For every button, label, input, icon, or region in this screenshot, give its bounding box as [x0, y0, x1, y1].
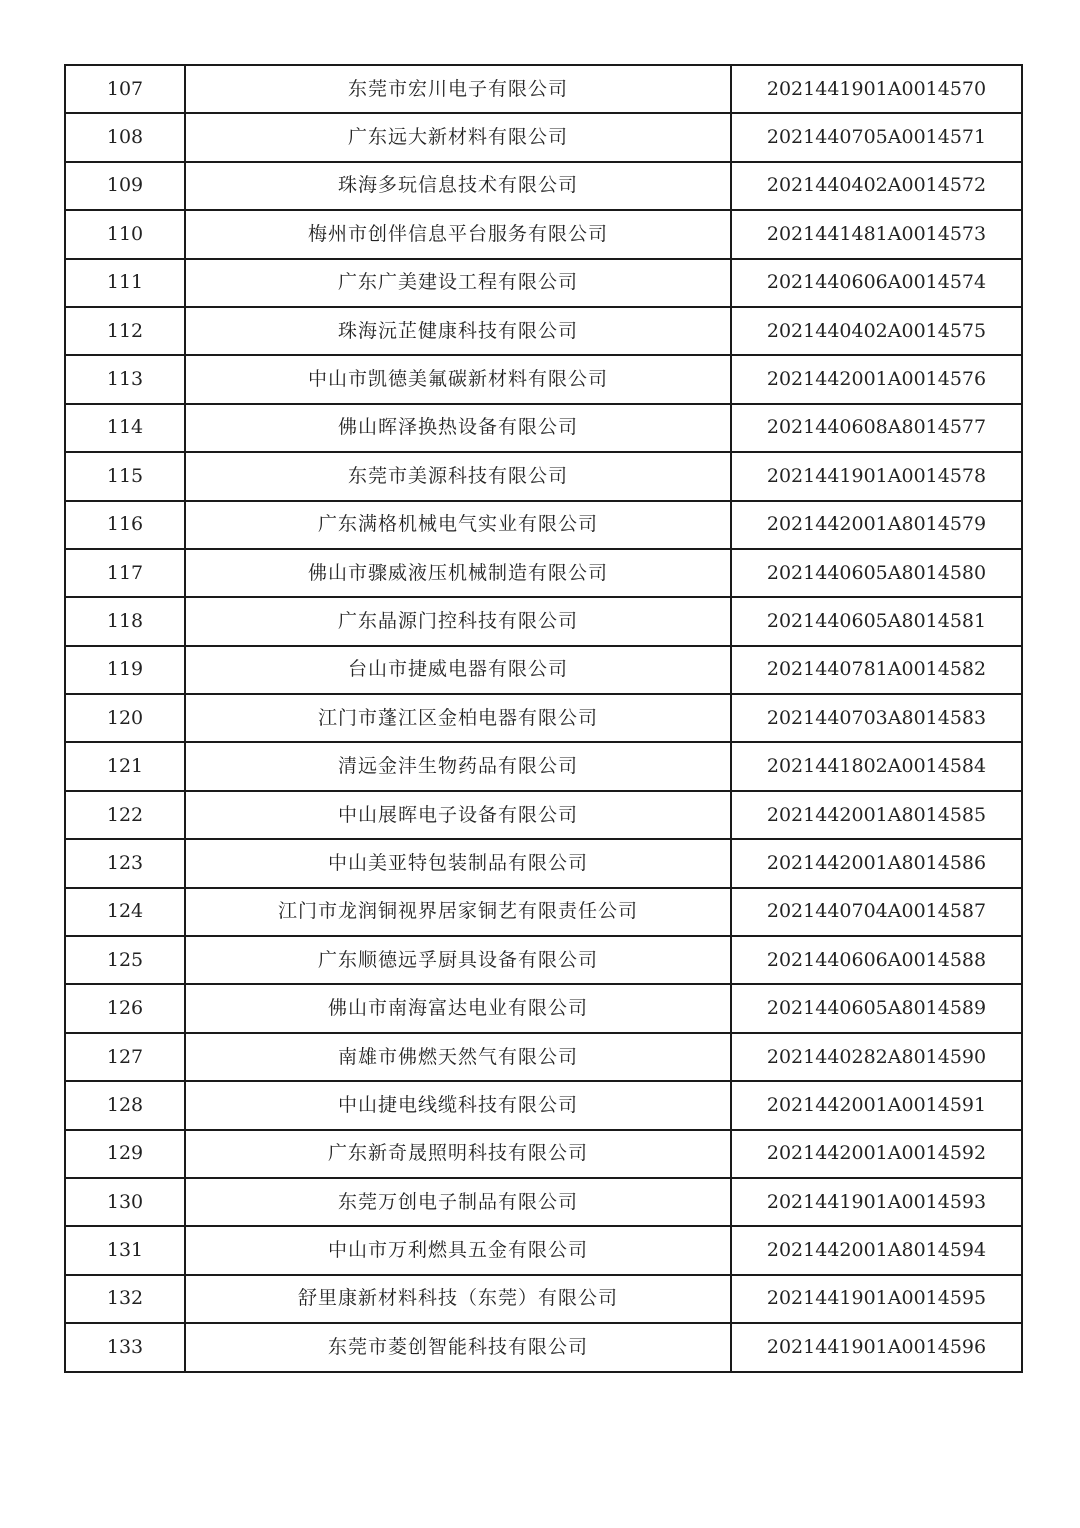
- company-name: 东莞市菱创智能科技有限公司: [185, 1323, 731, 1371]
- company-name: 清远金沣生物药品有限公司: [185, 742, 731, 790]
- table-row: [65, 984, 1022, 1032]
- table-row: [65, 162, 1022, 210]
- table-row: [65, 1081, 1022, 1129]
- row-number: 108: [65, 113, 185, 161]
- row-number: 123: [65, 839, 185, 887]
- row-number: 122: [65, 791, 185, 839]
- table-row: [65, 210, 1022, 258]
- row-number: 133: [65, 1323, 185, 1371]
- table-row: [65, 1275, 1022, 1323]
- company-name: 珠海沅芷健康科技有限公司: [185, 307, 731, 355]
- company-name: 东莞市美源科技有限公司: [185, 452, 731, 500]
- registration-code: 2021442001A8014585: [731, 791, 1022, 839]
- row-number: 128: [65, 1081, 185, 1129]
- table-row: [65, 355, 1022, 403]
- row-number: 115: [65, 452, 185, 500]
- table-row: [65, 452, 1022, 500]
- row-number: 110: [65, 210, 185, 258]
- table-row: [65, 1130, 1022, 1178]
- table-row: [65, 694, 1022, 742]
- registration-code: 2021442001A8014579: [731, 501, 1022, 549]
- registration-code: 2021441901A0014593: [731, 1178, 1022, 1226]
- registration-code: 2021440605A8014581: [731, 597, 1022, 645]
- company-name: 中山市凯德美氟碳新材料有限公司: [185, 355, 731, 403]
- table-row: [65, 791, 1022, 839]
- registration-code: 2021440402A0014575: [731, 307, 1022, 355]
- registration-code: 2021440703A8014583: [731, 694, 1022, 742]
- row-number: 109: [65, 162, 185, 210]
- registration-code: 2021442001A8014586: [731, 839, 1022, 887]
- row-number: 131: [65, 1226, 185, 1274]
- registration-code: 2021440402A0014572: [731, 162, 1022, 210]
- row-number: 113: [65, 355, 185, 403]
- row-number: 125: [65, 936, 185, 984]
- table-row: [65, 113, 1022, 161]
- company-name: 广东广美建设工程有限公司: [185, 259, 731, 307]
- company-name: 江门市龙润铜视界居家铜艺有限责任公司: [185, 888, 731, 936]
- table-row: [65, 1226, 1022, 1274]
- row-number: 114: [65, 404, 185, 452]
- table-row: [65, 65, 1022, 113]
- table-row: [65, 307, 1022, 355]
- company-name: 佛山晖泽换热设备有限公司: [185, 404, 731, 452]
- row-number: 129: [65, 1130, 185, 1178]
- registration-code: 2021441802A0014584: [731, 742, 1022, 790]
- table-row: [65, 1323, 1022, 1371]
- table-row: [65, 259, 1022, 307]
- table-row: [65, 839, 1022, 887]
- table-row: [65, 888, 1022, 936]
- row-number: 121: [65, 742, 185, 790]
- registration-code: 2021442001A0014576: [731, 355, 1022, 403]
- row-number: 112: [65, 307, 185, 355]
- company-name: 梅州市创伴信息平台服务有限公司: [185, 210, 731, 258]
- registration-code: 2021440282A8014590: [731, 1033, 1022, 1081]
- registration-code: 2021440606A0014574: [731, 259, 1022, 307]
- row-number: 126: [65, 984, 185, 1032]
- registration-code: 2021442001A0014592: [731, 1130, 1022, 1178]
- company-name: 中山美亚特包装制品有限公司: [185, 839, 731, 887]
- row-number: 107: [65, 65, 185, 113]
- company-name: 江门市蓬江区金柏电器有限公司: [185, 694, 731, 742]
- registration-code: 2021441901A0014578: [731, 452, 1022, 500]
- registration-code: 2021440606A0014588: [731, 936, 1022, 984]
- row-number: 127: [65, 1033, 185, 1081]
- row-number: 116: [65, 501, 185, 549]
- registration-code: 2021440605A8014580: [731, 549, 1022, 597]
- registration-code: 2021440781A0014582: [731, 646, 1022, 694]
- company-name: 珠海多玩信息技术有限公司: [185, 162, 731, 210]
- company-registry-table: [64, 64, 1023, 1373]
- row-number: 117: [65, 549, 185, 597]
- company-name: 东莞万创电子制品有限公司: [185, 1178, 731, 1226]
- company-name: 南雄市佛燃天然气有限公司: [185, 1033, 731, 1081]
- table-row: [65, 742, 1022, 790]
- registration-code: 2021440705A0014571: [731, 113, 1022, 161]
- registration-code: 2021441901A0014596: [731, 1323, 1022, 1371]
- registration-code: 2021442001A0014591: [731, 1081, 1022, 1129]
- company-name: 佛山市骤威液压机械制造有限公司: [185, 549, 731, 597]
- company-name: 中山市万利燃具五金有限公司: [185, 1226, 731, 1274]
- row-number: 119: [65, 646, 185, 694]
- company-name: 东莞市宏川电子有限公司: [185, 65, 731, 113]
- table-row: [65, 1033, 1022, 1081]
- table-row: [65, 404, 1022, 452]
- row-number: 118: [65, 597, 185, 645]
- company-name: 广东满格机械电气实业有限公司: [185, 501, 731, 549]
- company-name: 中山捷电线缆科技有限公司: [185, 1081, 731, 1129]
- company-name: 佛山市南海富达电业有限公司: [185, 984, 731, 1032]
- registration-code: 2021440608A8014577: [731, 404, 1022, 452]
- registration-code: 2021441481A0014573: [731, 210, 1022, 258]
- registration-code: 2021441901A0014570: [731, 65, 1022, 113]
- table-row: [65, 597, 1022, 645]
- company-name: 台山市捷威电器有限公司: [185, 646, 731, 694]
- row-number: 124: [65, 888, 185, 936]
- table-body: [65, 65, 1022, 1372]
- company-name: 舒里康新材料科技（东莞）有限公司: [185, 1275, 731, 1323]
- company-name: 广东晶源门控科技有限公司: [185, 597, 731, 645]
- registration-code: 2021440605A8014589: [731, 984, 1022, 1032]
- row-number: 132: [65, 1275, 185, 1323]
- company-name: 广东顺德远孚厨具设备有限公司: [185, 936, 731, 984]
- row-number: 130: [65, 1178, 185, 1226]
- registration-code: 2021440704A0014587: [731, 888, 1022, 936]
- row-number: 111: [65, 259, 185, 307]
- table-row: [65, 1178, 1022, 1226]
- table-row: [65, 549, 1022, 597]
- table-row: [65, 646, 1022, 694]
- company-name: 广东远大新材料有限公司: [185, 113, 731, 161]
- table-row: [65, 936, 1022, 984]
- company-name: 广东新奇晟照明科技有限公司: [185, 1130, 731, 1178]
- registration-code: 2021442001A8014594: [731, 1226, 1022, 1274]
- table-row: [65, 501, 1022, 549]
- company-name: 中山展晖电子设备有限公司: [185, 791, 731, 839]
- row-number: 120: [65, 694, 185, 742]
- registration-code: 2021441901A0014595: [731, 1275, 1022, 1323]
